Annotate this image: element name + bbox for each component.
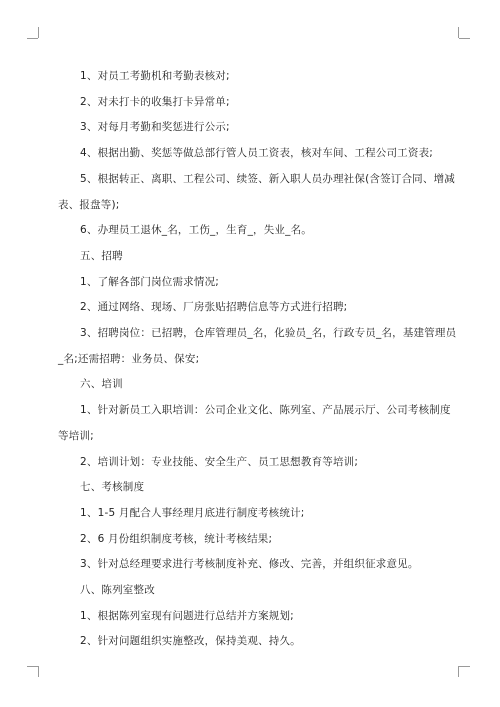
document-body <box>58 64 457 655</box>
text-line: 5、根据转正、离职、工程公司、续签、新入职人员办理社保(含签订合同、增减 <box>80 172 455 185</box>
text-line: 2、通过网络、现场、厂房张贴招聘信息等方式进行招聘; <box>80 301 348 314</box>
text-line: 2、6 月份组织制度考核，统计考核结果; <box>80 532 273 545</box>
text-line: 3、对每月考勤和奖惩进行公示; <box>80 121 230 134</box>
text-line: 6、办理员工退休_名，工伤_，生育_，失业_名。 <box>80 224 312 237</box>
text-line: 3、招聘岗位：已招聘，仓库管理员_名，化验员_名，行政专员_名，基建管理员 <box>80 327 457 340</box>
text-line: 2、针对问题组织实施整改，保持美观、持久。 <box>80 635 301 648</box>
text-line: 2、对未打卡的收集打卡异常单; <box>80 95 230 108</box>
text-line: 1、根据陈列室现有问题进行总结并方案规划; <box>80 609 294 622</box>
text-line: 八、陈列室整改 <box>80 584 155 597</box>
text-line: _名;还需招聘：业务员、保安; <box>58 352 200 365</box>
text-line: 七、考核制度 <box>80 481 145 494</box>
text-line: 1、了解各部门岗位需求情况; <box>80 275 220 288</box>
text-line: 3、针对总经理要求进行考核制度补充、修改、完善，并组织征求意见。 <box>80 558 419 571</box>
text-line: 等培训; <box>58 429 94 442</box>
text-line: 1、对员工考勤机和考勤表核对; <box>80 70 230 82</box>
text-line: 五、招聘 <box>80 249 123 262</box>
text-line: 表、报盘等); <box>58 198 120 211</box>
text-line: 1、针对新员工入职培训：公司企业文化、陈列室、产品展示厅、公司考核制度 <box>80 404 451 417</box>
text-line: 六、培训 <box>80 378 123 391</box>
text-line: 2、培训计划：专业技能、安全生产、员工思想教育等培训; <box>80 455 359 468</box>
text-line: 1、1-5 月配合人事经理月底进行制度考核统计; <box>80 506 305 519</box>
text-line: 4、根据出勤、奖惩等做总部行管人员工资表，核对车间、工程公司工资表; <box>80 147 434 160</box>
